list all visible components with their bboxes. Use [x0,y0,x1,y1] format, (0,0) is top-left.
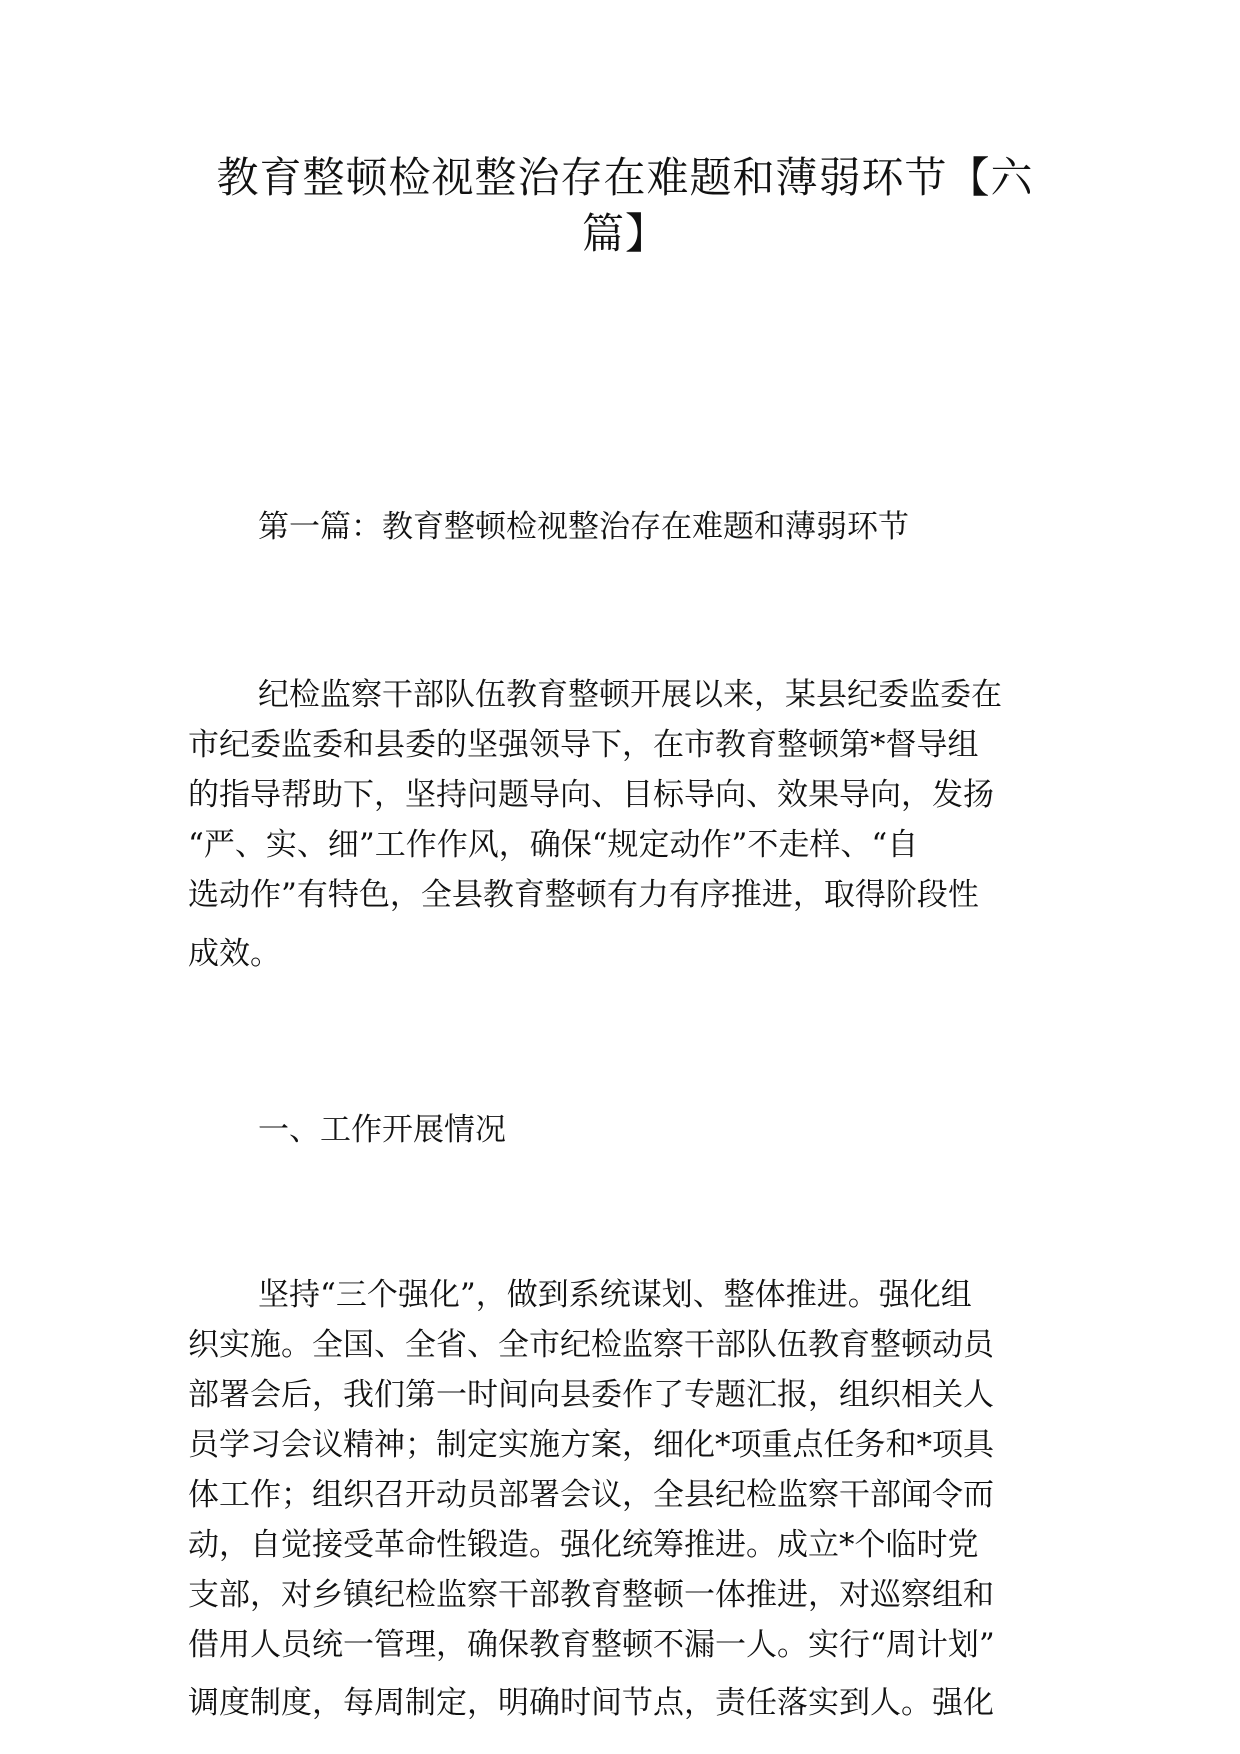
title-line: 教育整顿检视整治存在难题和薄弱环节【六 [216,153,1034,202]
paragraph-line: 纪检监察干部队伍教育整顿开展以来，某县纪委监委在 [258,677,1002,713]
paragraph-line: 部署会后，我们第一时间向县委作了专题汇报，组织相关人 [188,1377,994,1413]
paragraph-line: “严、实、细”工作作风，确保“规定动作”不走样、“自 [188,827,919,863]
document-title [185,150,1065,262]
paragraph-line: 支部，对乡镇纪检监察干部教育整顿一体推进，对巡察组和 [188,1577,994,1613]
paragraph-line: 成效。 [188,936,281,972]
paragraph-work-status [188,1270,1068,1728]
paragraph-line: 员学习会议精神；制定实施方案，细化*项重点任务和*项具 [188,1427,994,1463]
paragraph-line: 体工作；组织召开动员部署会议，全县纪检监察干部闻令而 [188,1477,994,1513]
section-title: 第一篇：教育整顿检视整治存在难题和薄弱环节 [258,509,909,545]
paragraph-line: 选动作”有特色，全县教育整顿有力有序推进，取得阶段性 [188,877,979,913]
paragraph-line: 的指导帮助下，坚持问题导向、目标导向、效果导向，发扬 [188,777,994,813]
paragraph-line: 织实施。全国、全省、全市纪检监察干部队伍教育整顿动员 [188,1327,994,1363]
title-line: 篇】 [581,209,668,258]
section-heading: 一、工作开展情况 [258,1112,506,1148]
paragraph-line: 借用人员统一管理，确保教育整顿不漏一人。实行“周计划” [188,1627,995,1663]
paragraph-line: 坚持“三个强化”，做到系统谋划、整体推进。强化组 [258,1277,972,1313]
paragraph-line: 调度制度，每周制定，明确时间节点，责任落实到人。强化 [188,1685,994,1721]
paragraph-line: 动，自觉接受革命性锻造。强化统筹推进。成立*个临时党 [188,1527,979,1563]
paragraph-intro [188,670,1068,979]
paragraph-line: 市纪委监委和县委的坚强领导下，在市教育整顿第*督导组 [188,727,979,763]
